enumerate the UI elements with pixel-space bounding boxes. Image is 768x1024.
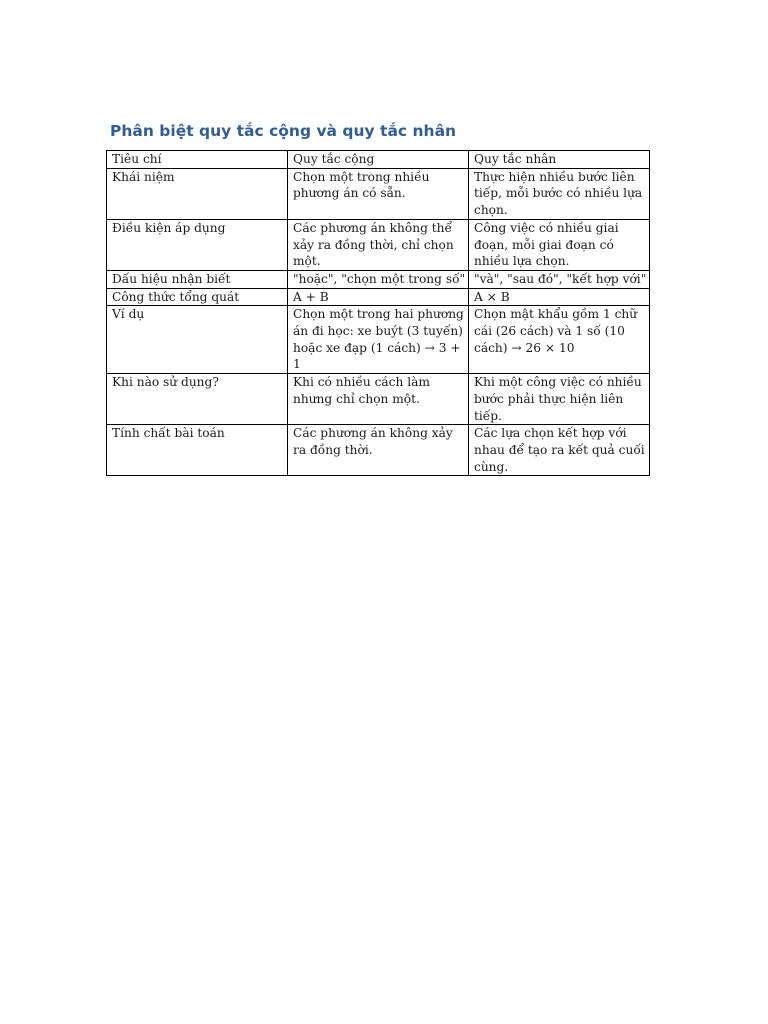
row-label: Khi nào sử dụng?	[107, 374, 288, 425]
table-row	[107, 425, 650, 476]
table-header-row	[107, 151, 650, 169]
addition-rule-cell: Các phương án không xảy ra đồng thời.	[288, 425, 469, 476]
addition-rule-cell: "hoặc", "chọn một trong số"	[288, 270, 469, 288]
row-label: Ví dụ	[107, 306, 288, 374]
header-addition-rule: Quy tắc cộng	[288, 151, 469, 169]
row-label: Khái niệm	[107, 168, 288, 219]
multiplication-rule-cell: Chọn mật khẩu gồm 1 chữ cái (26 cách) và 1 số (10 cách) → 26 × 10	[469, 306, 650, 374]
row-label: Tính chất bài toán	[107, 425, 288, 476]
row-label: Điều kiện áp dụng	[107, 219, 288, 270]
table-row	[107, 270, 650, 288]
row-label: Công thức tổng quát	[107, 288, 288, 306]
table-row	[107, 288, 650, 306]
multiplication-rule-cell: A × B	[469, 288, 650, 306]
multiplication-rule-cell: "và", "sau đó", "kết hợp với"	[469, 270, 650, 288]
table-row	[107, 219, 650, 270]
addition-rule-cell: Chọn một trong hai phương án đi học: xe buýt (3 tuyến) hoặc xe đạp (1 cách) → 3 + 1	[288, 306, 469, 374]
comparison-table	[106, 150, 650, 476]
table-row	[107, 168, 650, 219]
header-multiplication-rule: Quy tắc nhân	[469, 151, 650, 169]
multiplication-rule-cell: Thực hiện nhiều bước liên tiếp, mỗi bước có nhiều lựa chọn.	[469, 168, 650, 219]
row-label: Dấu hiệu nhận biết	[107, 270, 288, 288]
document-title: Phân biệt quy tắc cộng và quy tắc nhân	[110, 122, 457, 140]
multiplication-rule-cell: Công việc có nhiều giai đoạn, mỗi giai đoạn có nhiều lựa chọn.	[469, 219, 650, 270]
table-row	[107, 374, 650, 425]
addition-rule-cell: A + B	[288, 288, 469, 306]
header-criteria: Tiêu chí	[107, 151, 288, 169]
addition-rule-cell: Chọn một trong nhiều phương án có sẵn.	[288, 168, 469, 219]
addition-rule-cell: Các phương án không thể xảy ra đồng thời, chỉ chọn một.	[288, 219, 469, 270]
multiplication-rule-cell: Khi một công việc có nhiều bước phải thực hiện liên tiếp.	[469, 374, 650, 425]
addition-rule-cell: Khi có nhiều cách làm nhưng chỉ chọn một.	[288, 374, 469, 425]
table-row	[107, 306, 650, 374]
multiplication-rule-cell: Các lựa chọn kết hợp với nhau để tạo ra kết quả cuối cùng.	[469, 425, 650, 476]
